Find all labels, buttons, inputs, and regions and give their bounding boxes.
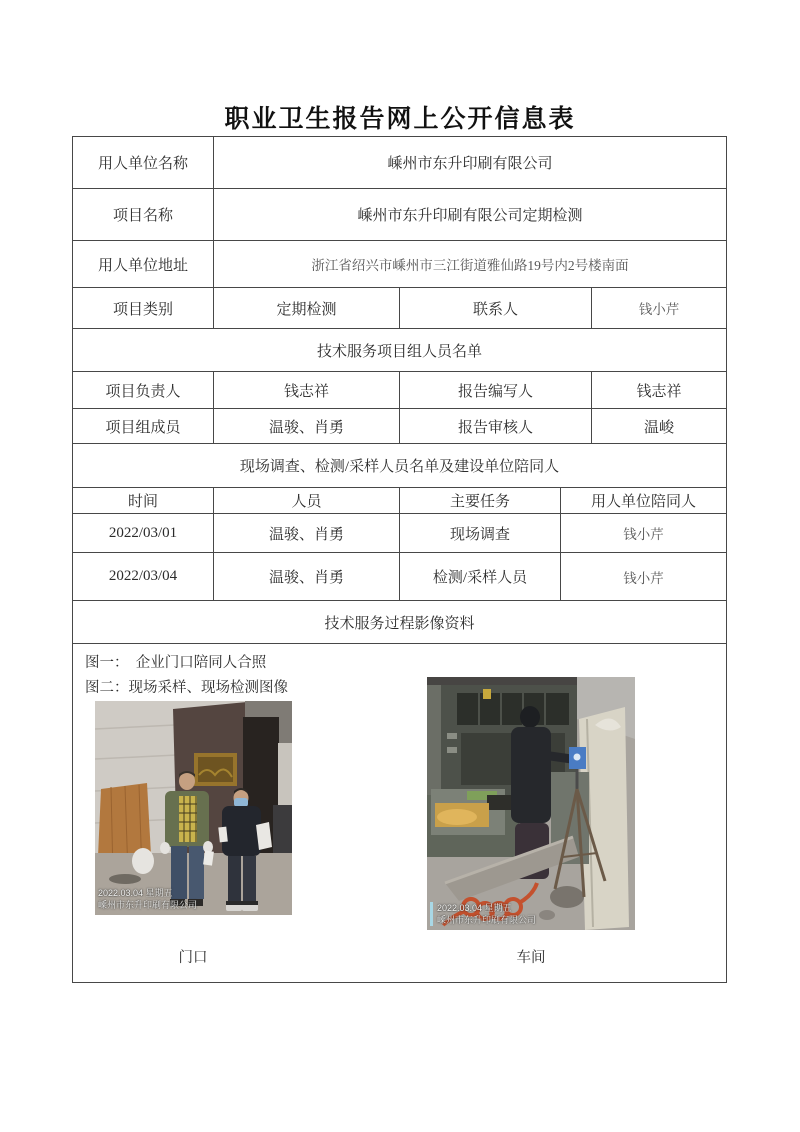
photo-watermark <box>98 887 197 911</box>
team-section-header: 技术服务项目组人员名单 <box>316 343 482 360</box>
table-row <box>73 288 726 329</box>
team-members-value: 温骏、肖勇 <box>214 409 400 443</box>
watermark-company: 嵊州市东升印刷有限公司 <box>98 900 198 910</box>
photo-caption-workshop: 车间 <box>516 950 546 966</box>
team-members-label: 项目组成员 <box>73 409 214 443</box>
page-title: 职业卫生报告网上公开信息表 <box>224 106 576 133</box>
project-category-value: 定期检测 <box>214 288 400 328</box>
schedule-task: 现场调查 <box>400 514 561 552</box>
photos-row <box>73 644 726 984</box>
schedule-header-personnel: 人员 <box>214 488 400 513</box>
site-section-header: 现场调查、检测/采样人员名单及建设单位陪同人 <box>239 459 560 475</box>
table-row <box>73 137 726 189</box>
schedule-escort: 钱小芹 <box>623 570 664 586</box>
project-leader-value: 钱志祥 <box>214 372 400 408</box>
schedule-header-row <box>73 488 726 514</box>
table-row <box>73 372 726 409</box>
watermark-date: 2022.03.04 星期五 <box>98 888 173 898</box>
table-row <box>73 329 726 372</box>
media-section-header: 技术服务过程影像资料 <box>324 615 475 632</box>
figure-note-2: 图二：现场采样、现场检测图像 <box>85 680 288 696</box>
info-table <box>72 136 727 983</box>
project-leader-label: 项目负责人 <box>73 372 214 408</box>
schedule-personnel: 温骏、肖勇 <box>214 553 400 600</box>
table-row <box>73 409 726 444</box>
table-row <box>73 189 726 241</box>
project-category-label: 项目类别 <box>73 288 214 328</box>
project-name-value: 嵊州市东升印刷有限公司定期检测 <box>357 208 583 224</box>
photos-cell <box>73 644 726 984</box>
schedule-task: 检测/采样人员 <box>400 553 561 600</box>
table-row <box>73 241 726 288</box>
workshop-photo-graphic <box>427 677 635 930</box>
report-writer-value: 钱志祥 <box>636 383 682 400</box>
photo-caption-entrance: 门口 <box>178 950 208 966</box>
watermark-date: 2022.03.04 星期五 <box>437 903 512 913</box>
report-writer-label: 报告编写人 <box>400 372 592 408</box>
schedule-escort: 钱小芹 <box>623 527 664 542</box>
schedule-row <box>73 553 726 601</box>
employer-address-value: 浙江省绍兴市嵊州市三江街道雅仙路19号内2号楼南面 <box>311 258 629 273</box>
photo-workshop <box>427 677 635 930</box>
report-auditor-label: 报告审核人 <box>400 409 592 443</box>
employer-address-label: 用人单位地址 <box>73 241 214 287</box>
figure-note-1: 图一： 企业门口陪同人合照 <box>85 655 267 671</box>
schedule-personnel: 温骏、肖勇 <box>214 514 400 552</box>
schedule-header-time: 时间 <box>73 488 214 513</box>
watermark-company: 嵊州市东升印刷有限公司 <box>437 915 537 925</box>
photo-entrance <box>95 701 292 915</box>
contact-label: 联系人 <box>400 288 592 328</box>
report-auditor-value: 温峻 <box>643 419 674 436</box>
employer-name-label: 用人单位名称 <box>73 137 214 188</box>
table-row <box>73 444 726 488</box>
contact-value: 钱小芹 <box>638 302 680 317</box>
schedule-date: 2022/03/04 <box>73 553 214 600</box>
entrance-photo-graphic <box>95 701 292 915</box>
project-name-label: 项目名称 <box>73 189 214 240</box>
schedule-row <box>73 514 726 553</box>
schedule-date: 2022/03/01 <box>73 514 214 552</box>
table-row <box>73 601 726 644</box>
schedule-header-escort: 用人单位陪同人 <box>590 494 696 510</box>
schedule-header-task: 主要任务 <box>400 488 561 513</box>
employer-name-value: 嵊州市东升印刷有限公司 <box>387 156 553 172</box>
photo-watermark <box>430 902 536 926</box>
